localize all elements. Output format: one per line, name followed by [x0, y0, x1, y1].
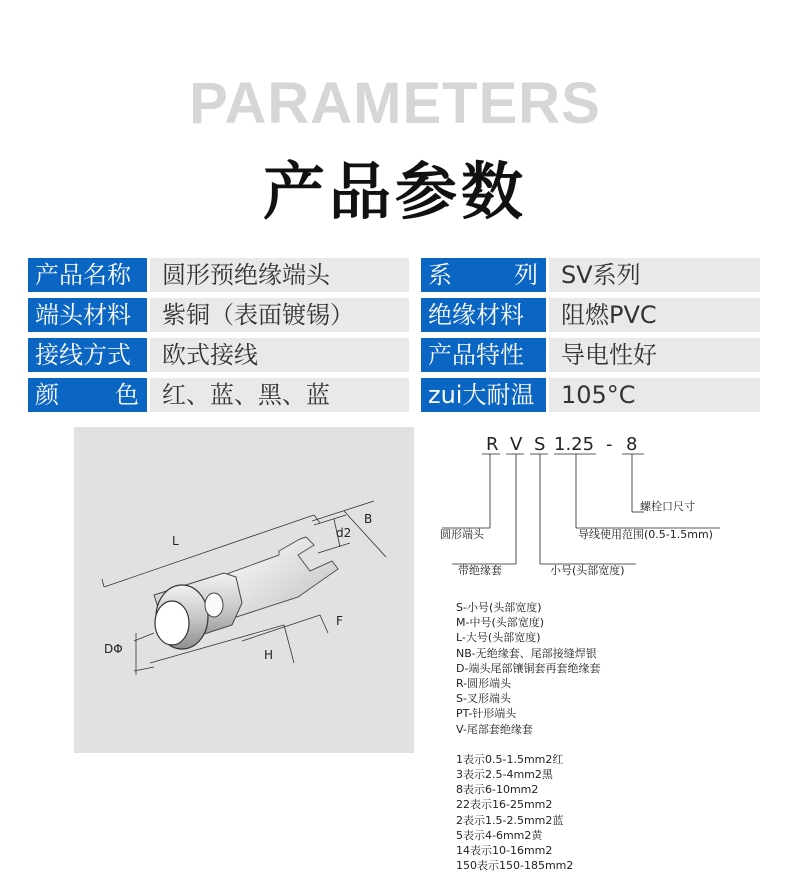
terminal-drawing — [74, 427, 414, 753]
dim-label-d2: d2 — [336, 526, 352, 540]
param-label — [421, 258, 546, 292]
legend-size-item: 150表示150-185mm2 — [456, 859, 574, 873]
legend-size-item: 14表示10-16mm2 — [456, 844, 553, 857]
param-value: 105°C — [549, 378, 760, 412]
chinese-title: 产品参数 — [262, 155, 527, 228]
param-value: 阻燃PVC — [549, 298, 760, 332]
dim-label-F: F — [336, 614, 343, 628]
legend-item: R-圆形端头 — [456, 676, 512, 690]
param-value: SV系列 — [549, 258, 760, 292]
param-row — [28, 258, 762, 292]
legend-item: L-大号(头部宽度) — [456, 631, 541, 645]
param-value: 圆形预绝缘端头 — [150, 258, 409, 292]
label-wire-range: 导线使用范围(0.5-1.5mm) — [578, 528, 713, 541]
code-part: 8 — [626, 434, 638, 455]
model-code-drawing — [430, 430, 780, 590]
label-insulated: 带绝缘套 — [458, 564, 502, 577]
fork-blade — [224, 537, 338, 621]
code-part: - — [606, 434, 613, 455]
param-row — [28, 378, 762, 412]
legend-size-item: 3表示2.5-4mm2黑 — [456, 768, 553, 782]
param-label: 绝缘材料 — [421, 298, 546, 332]
param-label: zui大耐温 — [421, 378, 546, 412]
legend-item: S-叉形端头 — [456, 692, 511, 706]
param-label: 产品名称 — [28, 258, 147, 292]
legend-item: M-中号(头部宽度) — [456, 616, 545, 630]
english-title: PARAMETERS — [189, 71, 601, 136]
legend-size-item: 8表示6-10mm2 — [456, 783, 539, 797]
model-legend — [456, 600, 600, 873]
legend-size-item: 5表示4-6mm2黄 — [456, 828, 543, 842]
dim-label-B: B — [364, 512, 373, 526]
legend-item: D-端头尾部镶铜套再套绝缘套 — [456, 661, 601, 675]
param-value: 红、蓝、黑、蓝 — [150, 378, 409, 412]
parameter-table — [28, 258, 762, 418]
param-label: 端头材料 — [28, 298, 147, 332]
legend-item: PT-针形端头 — [456, 707, 517, 721]
label-small-size: 小号(头部宽度) — [550, 564, 625, 577]
label-screw-size: 螺栓口尺寸 — [640, 500, 695, 513]
legend-size-item: 2表示1.5-2.5mm2蓝 — [456, 813, 564, 827]
param-row — [28, 298, 762, 332]
param-label-part: 颜 — [35, 381, 59, 409]
dim-label-L: L — [172, 534, 179, 548]
code-part: 1.25 — [554, 434, 595, 455]
code-part: R — [486, 434, 499, 455]
terminal-diagram — [74, 427, 414, 753]
legend-item: V-尾部套绝缘套 — [456, 722, 533, 736]
legend-size-item: 22表示16-25mm2 — [456, 798, 553, 812]
dim-label-H: H — [264, 648, 274, 662]
sleeve-opening — [155, 601, 189, 645]
param-value: 导电性好 — [549, 338, 760, 372]
param-value: 紫铜（表面镀锡） — [150, 298, 409, 332]
code-part: V — [510, 434, 523, 455]
param-row — [28, 338, 762, 372]
param-label-part: 系 — [428, 261, 452, 289]
model-code-breakdown — [430, 430, 780, 590]
label-round-head: 圆形端头 — [440, 528, 484, 541]
param-label-part: 色 — [115, 381, 139, 409]
code-part: S — [534, 434, 546, 455]
param-label: 产品特性 — [421, 338, 546, 372]
param-label — [28, 378, 147, 412]
param-label: 接线方式 — [28, 338, 147, 372]
legend-item: NB-无绝缘套、尾部接缝焊银 — [456, 646, 597, 660]
param-label-part: 列 — [514, 261, 538, 289]
param-value: 欧式接线 — [150, 338, 409, 372]
dim-label-D: DΦ — [104, 642, 123, 656]
legend-item: S-小号(头部宽度) — [456, 601, 542, 614]
legend-size-item: 1表示0.5-1.5mm2红 — [456, 752, 564, 766]
